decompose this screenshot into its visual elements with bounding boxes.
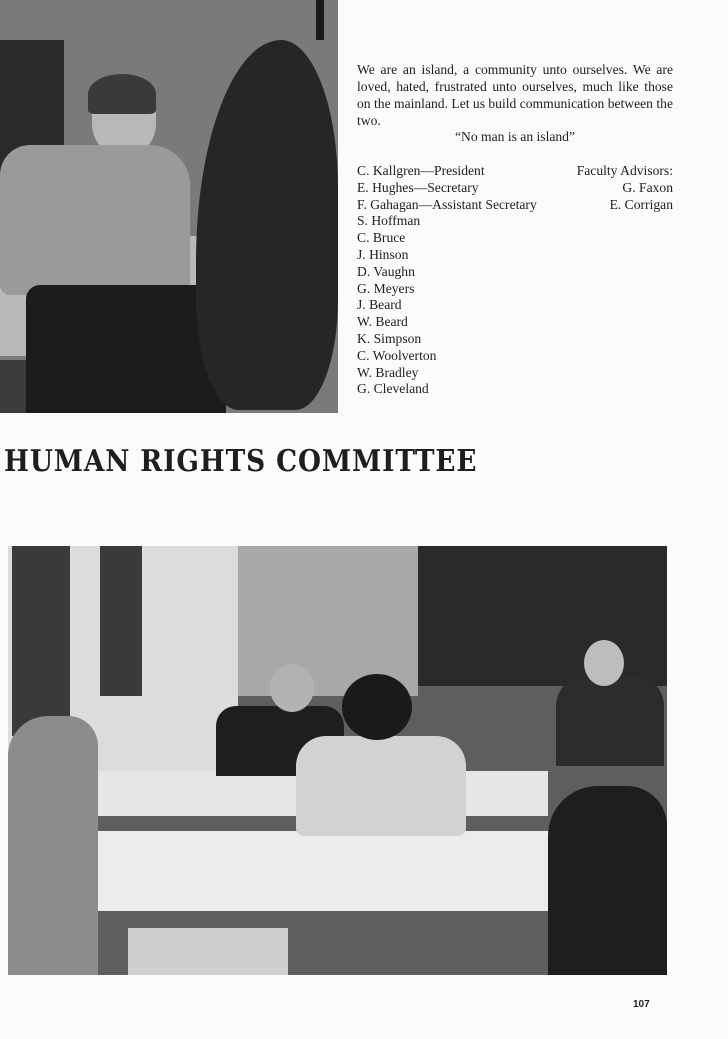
faculty-advisors (540, 163, 673, 213)
member-item: J. Hinson (357, 246, 409, 262)
member-item: S. Hoffman (357, 213, 421, 229)
advisors-label: Faculty Advisors: (576, 163, 673, 178)
member-list (357, 163, 557, 398)
page-title: HUMAN RIGHTS COMMITTEE (4, 444, 478, 479)
intro-paragraph: We are an island, a community unto ourselves. We are loved, hated, frustrated unto ourselves, much like those on the mainland. Let us build communication between the two. (357, 62, 673, 128)
bottom-photo-committee-meeting (8, 546, 667, 975)
member-item: W. Beard (357, 314, 408, 330)
member-item: C. Woolverton (357, 347, 437, 363)
member-item: W. Bradley (357, 364, 419, 380)
member-item: G. Meyers (357, 280, 415, 296)
advisor-name: G. Faxon (622, 179, 673, 195)
member-item: D. Vaughn (357, 263, 415, 279)
member-item: C. Bruce (357, 230, 406, 246)
advisor-name: E. Corrigan (609, 196, 673, 212)
member-item: J. Beard (357, 297, 402, 313)
member-item: C. Kallgren—President (357, 163, 485, 178)
page-number: 107 (633, 999, 650, 1010)
member-item: F. Gahagan—Assistant Secretary (357, 196, 537, 212)
member-item: G. Cleveland (357, 381, 429, 397)
member-item: E. Hughes—Secretary (357, 179, 479, 195)
top-photo-student-seated (0, 0, 338, 413)
member-item: K. Simpson (357, 330, 422, 346)
quote-line: “No man is an island” (454, 129, 576, 144)
